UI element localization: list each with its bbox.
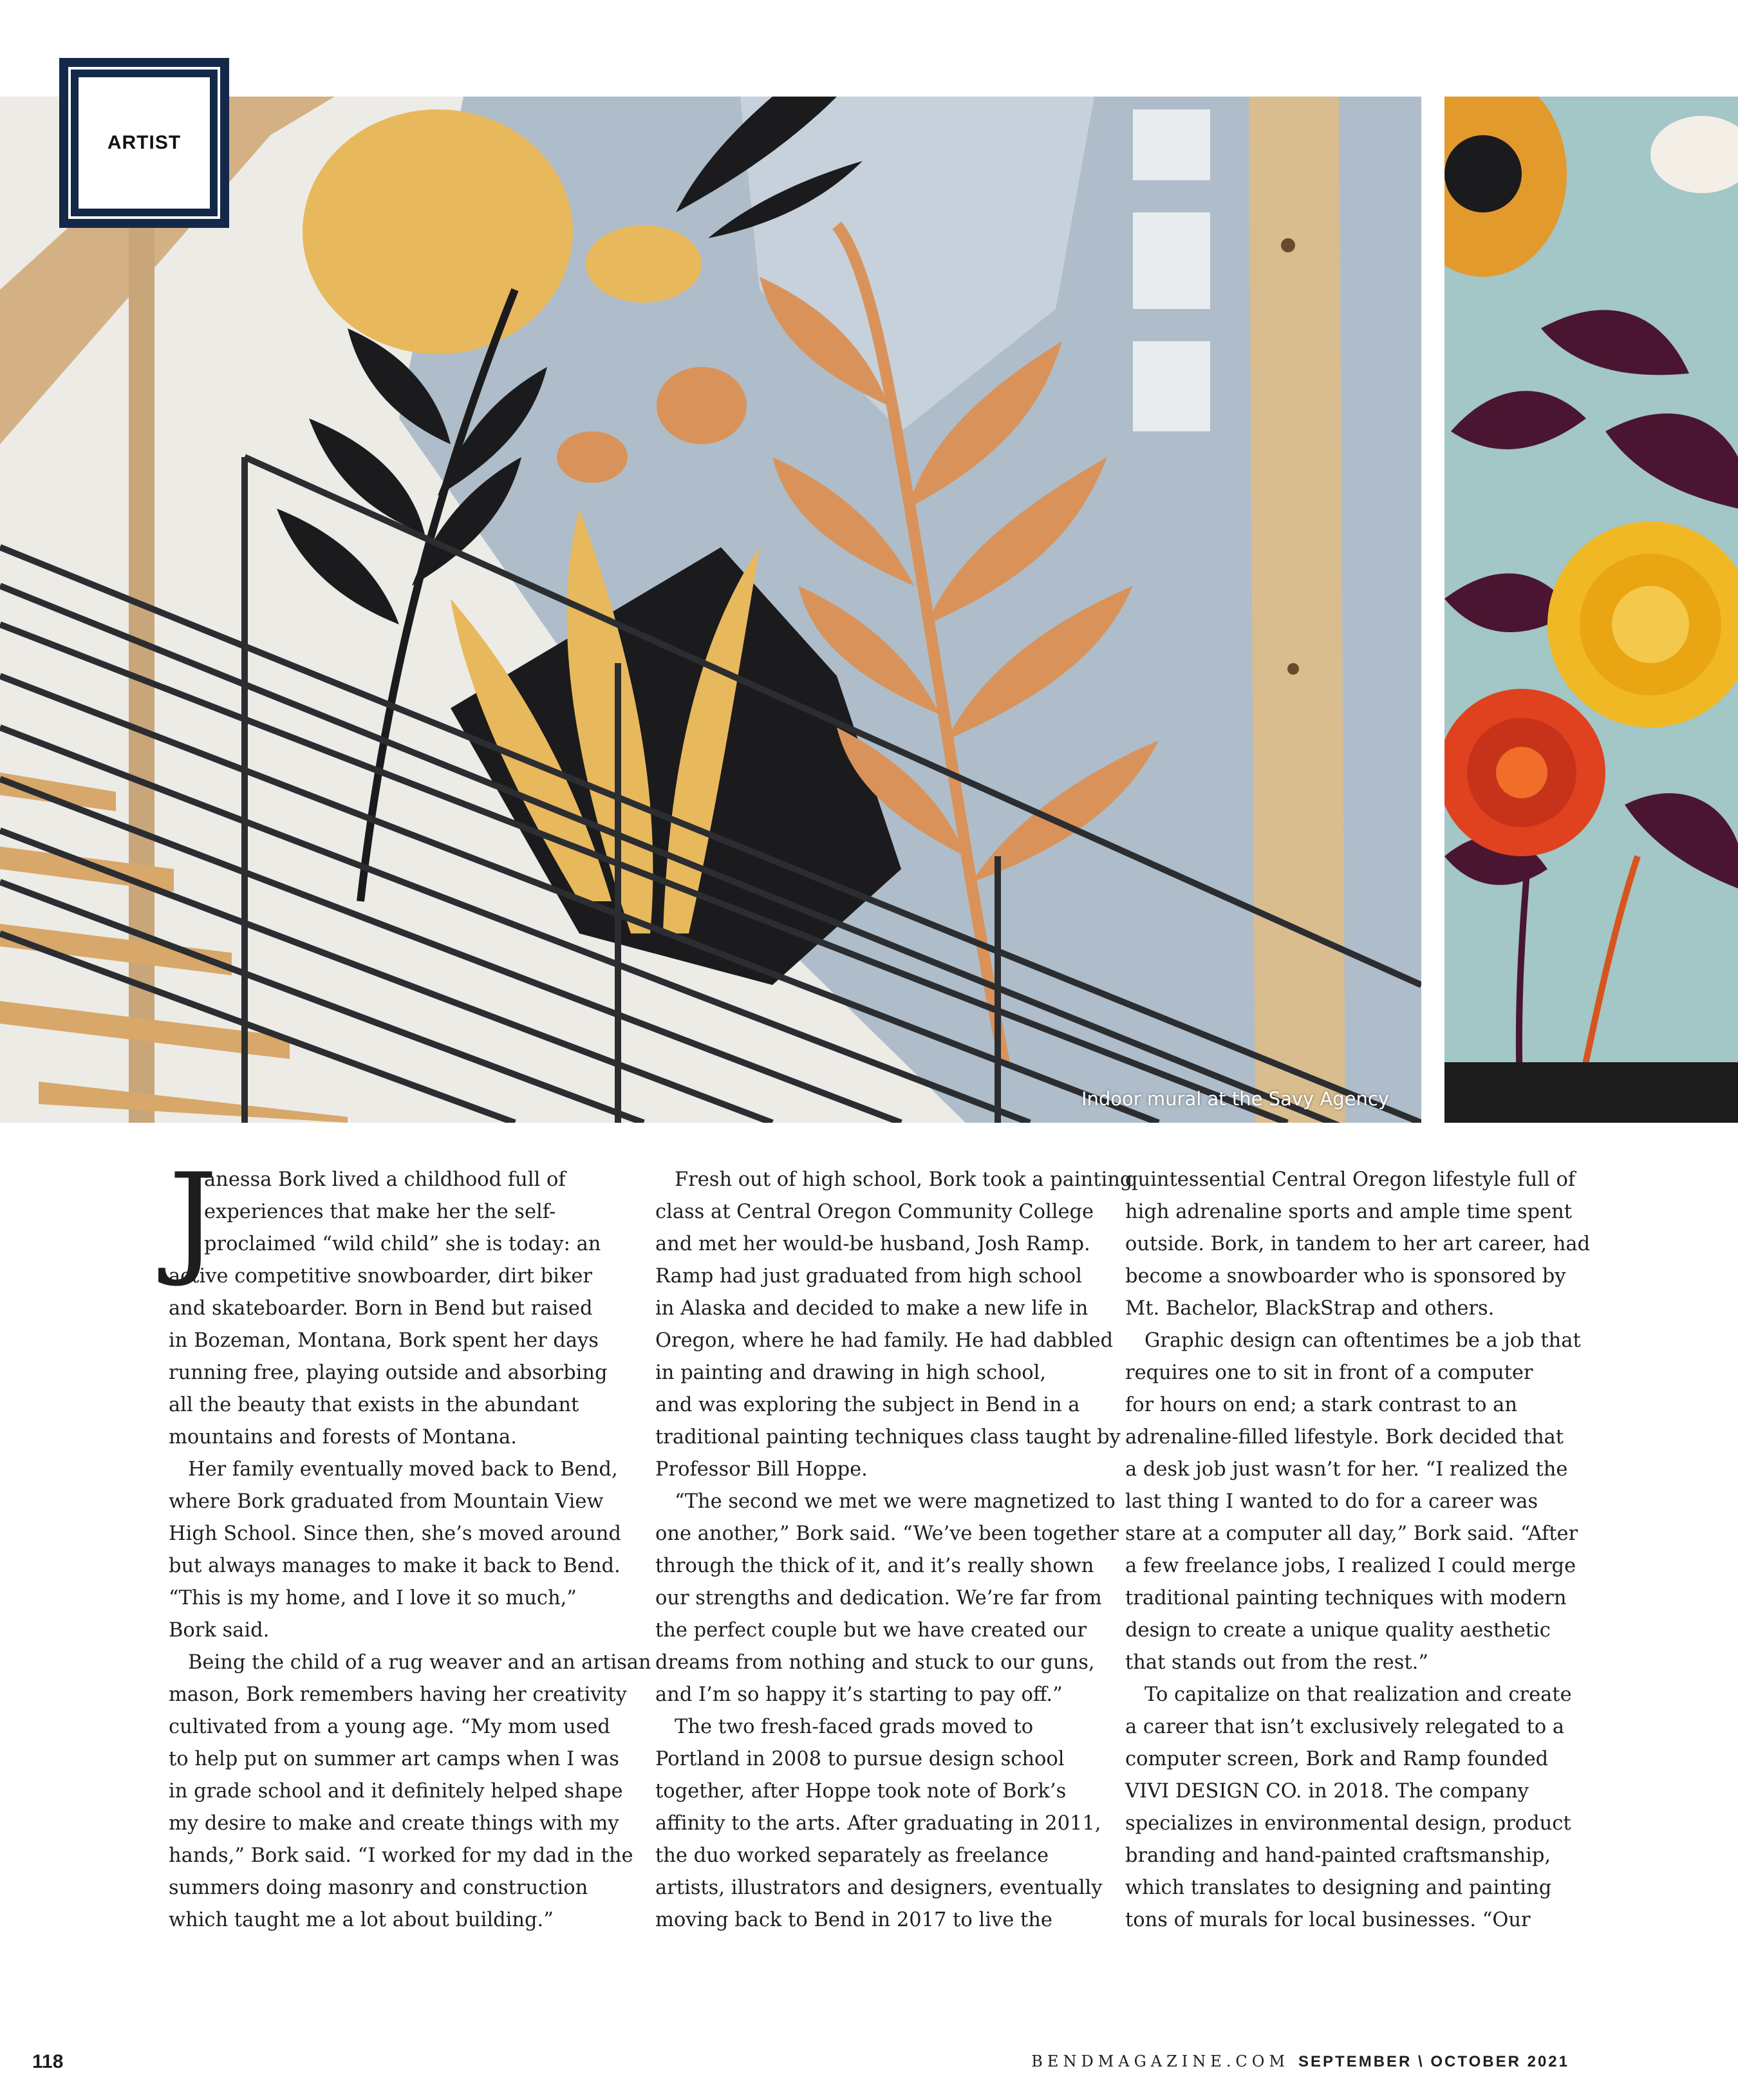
text-line: mountains and forests of Montana. <box>169 1426 517 1448</box>
article-column-3 <box>1125 1164 1591 1936</box>
text-line: design to create a unique quality aesthetic <box>1125 1619 1551 1642</box>
text-line: for hours on end; a stark contrast to an <box>1125 1394 1517 1416</box>
text-line: become a snowboarder who is sponsored by <box>1125 1265 1566 1288</box>
text-line: specializes in environmental design, product <box>1125 1812 1571 1835</box>
text-line: last thing I wanted to do for a career was <box>1125 1490 1538 1513</box>
text-line: and I’m so happy it’s starting to pay off.” <box>655 1683 1063 1706</box>
mural-photo <box>0 97 1421 1123</box>
text-line: mason, Bork remembers having her creativity <box>169 1683 627 1706</box>
text-line: summers doing masonry and construction <box>169 1877 588 1899</box>
text-line: anessa Bork lived a childhood full of <box>204 1168 566 1191</box>
text-line: Portland in 2008 to pursue design school <box>655 1748 1065 1770</box>
text-line: hands,” Bork said. “I worked for my dad in the <box>169 1844 633 1867</box>
text-line: requires one to sit in front of a computer <box>1125 1362 1533 1384</box>
text-line: the perfect couple but we have created our <box>655 1619 1087 1642</box>
floral-mural-illustration <box>1444 97 1738 1123</box>
text-line: stare at a computer all day,” Bork said. “After <box>1125 1523 1578 1545</box>
text-line: adrenaline-filled lifestyle. Bork decided that <box>1125 1426 1564 1448</box>
text-line: a few freelance jobs, I realized I could merge <box>1125 1555 1576 1577</box>
text-line: but always manages to make it back to Bend. <box>169 1555 621 1577</box>
text-line: Being the child of a rug weaver and an artisan <box>188 1651 651 1674</box>
page-footer <box>1031 2052 1569 2071</box>
section-tag-label: ARTIST <box>107 132 182 153</box>
text-line: affinity to the arts. After graduating in 2011, <box>655 1812 1101 1835</box>
text-line: Fresh out of high school, Bork took a painting <box>675 1168 1133 1191</box>
photo-caption: Indoor mural at the Savy Agency <box>1081 1088 1389 1110</box>
text-line: experiences that make her the self- <box>204 1201 556 1223</box>
text-line: traditional painting techniques with modern <box>1125 1587 1567 1609</box>
text-line: to help put on summer art camps when I was <box>169 1748 619 1770</box>
text-line: in painting and drawing in high school, <box>655 1362 1047 1384</box>
text-line: “This is my home, and I love it so much,” <box>169 1587 577 1609</box>
text-line: in Bozeman, Montana, Bork spent her days <box>169 1329 599 1352</box>
text-line: Her family eventually moved back to Bend, <box>188 1458 618 1481</box>
footer-issue: SEPTEMBER \ OCTOBER 2021 <box>1298 2053 1569 2070</box>
text-line: all the beauty that exists in the abundant <box>169 1394 579 1416</box>
text-line: Mt. Bachelor, BlackStrap and others. <box>1125 1297 1495 1320</box>
text-line: moving back to Bend in 2017 to live the <box>655 1909 1052 1931</box>
text-line: High School. Since then, she’s moved around <box>169 1523 621 1545</box>
section-tag-box <box>79 77 210 209</box>
text-line: which taught me a lot about building.” <box>169 1909 554 1931</box>
page-number: 118 <box>32 2051 64 2072</box>
text-line: tons of murals for local businesses. “Our <box>1125 1909 1531 1931</box>
article-column-1 <box>169 1164 651 1936</box>
text-line: and met her would-be husband, Josh Ramp. <box>655 1233 1090 1255</box>
text-line: my desire to make and create things with my <box>169 1812 619 1835</box>
section-tag <box>59 58 229 228</box>
text-line: that stands out from the rest.” <box>1125 1651 1428 1674</box>
text-line: through the thick of it, and it’s really shown <box>655 1555 1094 1577</box>
text-line: where Bork graduated from Mountain View <box>169 1490 604 1513</box>
text-line: Graphic design can oftentimes be a job that <box>1145 1329 1581 1352</box>
text-line: outside. Bork, in tandem to her art career, had <box>1125 1233 1591 1255</box>
text-line: running free, playing outside and absorbing <box>169 1362 608 1384</box>
text-line: which translates to designing and painting <box>1125 1877 1552 1899</box>
text-line: our strengths and dedication. We’re far from <box>655 1587 1102 1609</box>
text-line: one another,” Bork said. “We’ve been together <box>655 1523 1119 1545</box>
floral-mural-photo <box>1444 97 1738 1123</box>
text-line: in Alaska and decided to make a new life in <box>655 1297 1089 1320</box>
text-line: branding and hand-painted craftsmanship, <box>1125 1844 1551 1867</box>
text-line: “The second we met we were magnetized to <box>675 1490 1116 1513</box>
text-line: class at Central Oregon Community College <box>655 1201 1094 1223</box>
text-line: a desk job just wasn’t for her. “I realized the <box>1125 1458 1568 1481</box>
text-line: the duo worked separately as freelance <box>655 1844 1049 1867</box>
text-line: in grade school and it definitely helped shape <box>169 1780 623 1803</box>
text-line: VIVI DESIGN CO. in 2018. The company <box>1125 1780 1529 1803</box>
text-line: quintessential Central Oregon lifestyle full of <box>1125 1168 1576 1191</box>
text-line: dreams from nothing and stuck to our guns, <box>655 1651 1095 1674</box>
text-line: Professor Bill Hoppe. <box>655 1458 868 1481</box>
text-line: traditional painting techniques class taught by <box>655 1426 1121 1448</box>
text-line: and was exploring the subject in Bend in a <box>655 1394 1080 1416</box>
article-column-2 <box>655 1164 1133 1936</box>
text-line: Bork said. <box>169 1619 270 1642</box>
text-line: a career that isn’t exclusively relegated to a <box>1125 1716 1565 1738</box>
text-line: and skateboarder. Born in Bend but raised <box>169 1297 593 1320</box>
text-line: cultivated from a young age. “My mom used <box>169 1716 610 1738</box>
text-line: The two fresh-faced grads moved to <box>675 1716 1034 1738</box>
text-line: high adrenaline sports and ample time spent <box>1125 1201 1573 1223</box>
mural-illustration <box>0 97 1421 1123</box>
drop-cap: J <box>169 1147 218 1289</box>
text-line: computer screen, Bork and Ramp founded <box>1125 1748 1549 1770</box>
text-line: artists, illustrators and designers, eventually <box>655 1877 1103 1899</box>
text-line: together, after Hoppe took note of Bork’s <box>655 1780 1067 1803</box>
text-line: active competitive snowboarder, dirt biker <box>169 1265 592 1288</box>
section-tag-frame <box>68 67 220 219</box>
text-line: Oregon, where he had family. He had dabbled <box>655 1329 1114 1352</box>
text-line: proclaimed “wild child” she is today: an <box>204 1233 601 1255</box>
text-line: Ramp had just graduated from high school <box>655 1265 1082 1288</box>
text-line: To capitalize on that realization and create <box>1145 1683 1572 1706</box>
footer-site: BENDMAGAZINE.COM <box>1031 2052 1290 2070</box>
